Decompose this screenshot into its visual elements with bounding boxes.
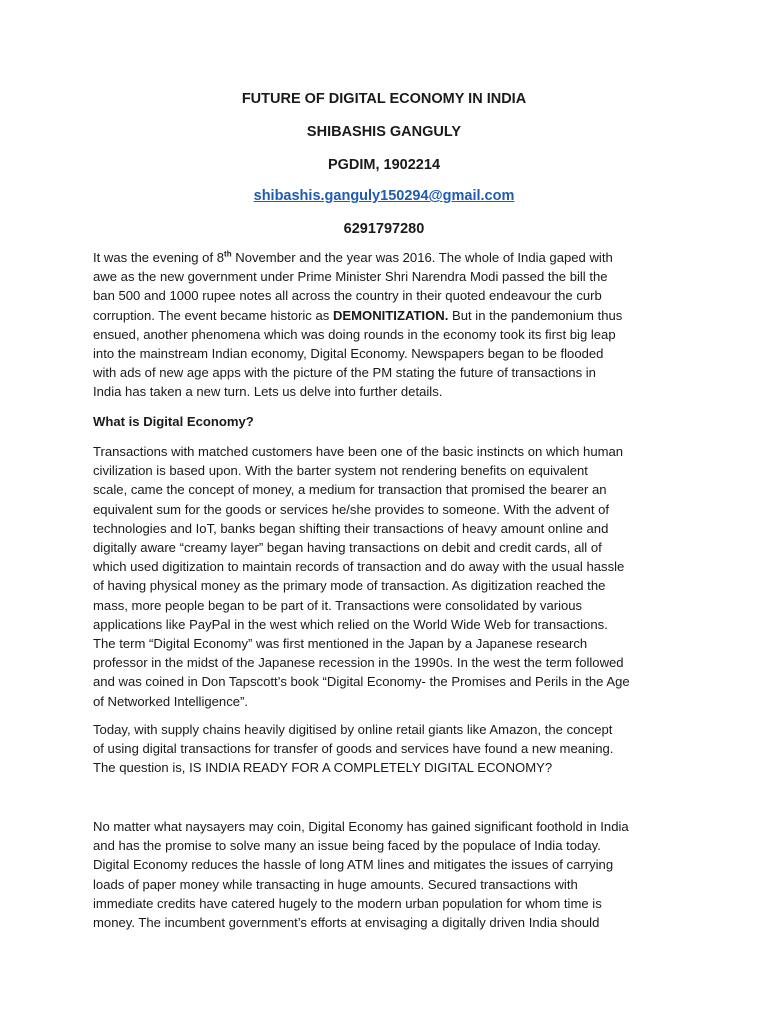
paragraph-question xyxy=(93,720,683,778)
paragraph-line: and has the promise to solve many an issue being faced by the populace of India today. xyxy=(93,838,601,854)
paragraph-line: ensued, another phenomena which was doing rounds in the economy took its first big leap xyxy=(93,326,616,342)
author-email xyxy=(0,187,768,205)
paragraph-line: India has taken a new turn. Lets us delve into further details. xyxy=(93,384,443,400)
paragraph-line: digitally aware “creamy layer” began having transactions on debit and credit cards, all of xyxy=(93,540,602,556)
paragraph-line: No matter what naysayers may coin, Digital Economy has gained significant foothold in India xyxy=(93,819,629,834)
paragraph-intro xyxy=(93,248,683,402)
paragraph-line: technologies and IoT, banks began shifting their transactions of heavy amount online and xyxy=(93,520,609,536)
paragraph-line: into the mainstream Indian economy, Digital Economy. Newspapers began to be flooded xyxy=(93,346,604,362)
text-run: November and the year was 2016. The whole of India gaped with xyxy=(231,250,613,265)
text-run: It was the evening of 8 xyxy=(93,250,225,265)
superscript: th xyxy=(224,249,232,259)
paragraph-line: of using digital transactions for transfer of goods and services have found a new meaning. xyxy=(93,741,614,757)
paragraph-line: civilization is based upon. With the barter system not rendering benefits on equivalent xyxy=(93,463,588,479)
author-name: SHIBASHIS GANGULY xyxy=(306,124,462,140)
paragraph-line: of Networked Intelligence”. xyxy=(93,693,249,709)
paragraph-line: ban 500 and 1000 rupee notes all across the country in their quoted endeavour the curb xyxy=(93,288,602,304)
paragraph-argument xyxy=(93,817,683,932)
paragraph-line xyxy=(93,306,683,325)
paragraph-line: mass, more people began to be part of it. Transactions were consolidated by various xyxy=(93,597,583,613)
paragraph-definition xyxy=(93,442,683,711)
section-heading: What is Digital Economy? xyxy=(93,414,254,429)
paragraph-line: Digital Economy reduces the hassle of long ATM lines and mitigates the issues of carrying xyxy=(93,857,614,873)
paragraph-line: equivalent sum for the goods or services he/she provides to someone. With the advent of xyxy=(93,501,610,517)
text-run: corruption. The event became historic as xyxy=(93,307,333,323)
paragraph-line: Transactions with matched customers have been one of the basic instincts on which human xyxy=(93,444,624,459)
author-phone: 6291797280 xyxy=(343,221,425,237)
paragraph-line: The term “Digital Economy” was first mentioned in the Japan by a Japanese research xyxy=(93,636,588,652)
paragraph-line: and was coined in Don Tapscott’s book “Digital Economy- the Promises and Perils in the Age xyxy=(93,674,630,690)
paragraph-line: loads of paper money while transacting in huge amounts. Secured transactions with xyxy=(93,876,578,892)
paragraph-line: money. The incumbent government’s efforts at envisaging a digitally driven India should xyxy=(93,915,600,931)
paragraph-line: professor in the midst of the Japanese recession in the 1990s. In the west the term followed xyxy=(93,655,624,671)
text-run: But in the pandemonium thus xyxy=(448,307,623,323)
emphasis-text: DEMONITIZATION. xyxy=(332,307,449,323)
paragraph-line: scale, came the concept of money, a medium for transaction that promised the bearer an xyxy=(93,482,607,498)
email-link[interactable]: shibashis.ganguly150294@gmail.com xyxy=(253,188,515,204)
document-title: FUTURE OF DIGITAL ECONOMY IN INDIA xyxy=(241,91,527,107)
paragraph-line: applications like PayPal in the west which relied on the World Wide Web for transactions. xyxy=(93,616,608,632)
paragraph-line: which used digitization to maintain records of transaction and do away with the usual hassle xyxy=(93,559,625,575)
paragraph-line: Today, with supply chains heavily digitised by online retail giants like Amazon, the concept xyxy=(93,722,613,737)
paragraph-line: of having physical money as the primary mode of transaction. As digitization reached the xyxy=(93,578,606,594)
paragraph-line: with ads of new age apps with the picture of the PM stating the future of transactions in xyxy=(93,365,596,381)
paragraph-line xyxy=(93,248,683,267)
paragraph-line: awe as the new government under Prime Minister Shri Narendra Modi passed the bill the xyxy=(93,269,608,285)
paragraph-line: immediate credits have catered hugely to the modern urban population for whom time is xyxy=(93,895,602,911)
program-id: PGDIM, 1902214 xyxy=(327,157,441,173)
paragraph-line: The question is, IS INDIA READY FOR A COMPLETELY DIGITAL ECONOMY? xyxy=(93,760,553,776)
